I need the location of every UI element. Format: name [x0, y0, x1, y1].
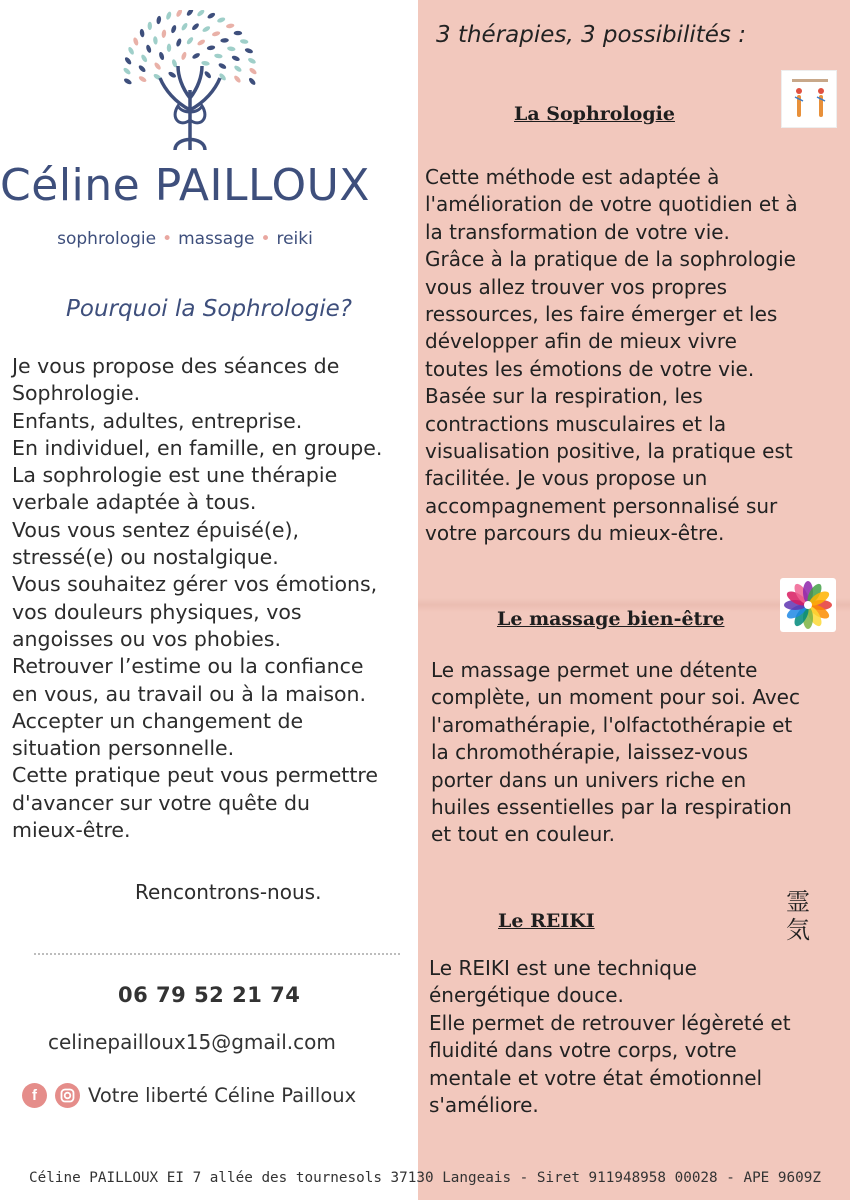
text-line: votre parcours du mieux-être. — [425, 521, 725, 546]
text-line: stressé(e) ou nostalgique. — [12, 545, 279, 570]
text-line: verbale adaptée à tous. — [12, 490, 257, 515]
text-line: développer afin de mieux vivre — [425, 329, 737, 354]
leaf-icon — [186, 36, 195, 45]
text-line: énergétique douce. — [429, 983, 624, 1008]
section-body-sophrologie — [425, 164, 798, 548]
text-line: d'avancer sur votre quête du — [12, 790, 310, 815]
leaf-icon — [145, 44, 152, 53]
leaf-icon — [161, 29, 166, 38]
leaf-icon — [207, 12, 216, 20]
leaf-icon — [180, 22, 188, 31]
text-line: huiles essentielles par la respiration — [431, 795, 792, 820]
tagline-item: reiki — [276, 229, 313, 249]
section-title-massage: Le massage bien-être — [497, 608, 725, 630]
leaf-icon — [248, 77, 257, 86]
leaf-icon — [140, 54, 148, 63]
text-line: Je vous propose des séances de — [12, 354, 340, 378]
leaf-icon — [156, 15, 162, 24]
leaf-icon — [206, 45, 215, 51]
leaf-icon — [167, 71, 176, 79]
leaf-icon — [124, 56, 133, 65]
text-line: la chromothérapie, laissez-vous — [431, 740, 749, 765]
leaf-icon — [191, 52, 200, 60]
leaf-icon — [233, 64, 242, 72]
leaf-icon — [196, 10, 205, 17]
left-body-text — [12, 353, 416, 844]
text-line: s'améliore. — [429, 1093, 539, 1118]
text-line: la transformation de votre vie. — [425, 219, 730, 244]
leaf-icon — [227, 46, 236, 52]
leaf-icon — [244, 47, 253, 54]
text-line: Accepter un changement de — [12, 708, 304, 733]
text-line: situation personnelle. — [12, 736, 235, 761]
brand-name: Céline PAILLOUX — [0, 160, 370, 211]
leaf-icon — [248, 67, 257, 76]
leaf-icon — [167, 44, 171, 52]
text-line: En individuel, en famille, en groupe. — [12, 435, 383, 460]
leaf-icon — [132, 37, 139, 46]
text-line: Vous vous sentez épuisé(e), — [12, 517, 299, 542]
text-line: fluidité dans votre corps, votre — [429, 1038, 737, 1063]
text-line: vos douleurs physiques, vos — [12, 599, 302, 624]
leaf-icon — [122, 67, 131, 76]
text-line: Grâce à la pratique de la sophrologie — [425, 247, 796, 272]
dotted-divider — [34, 953, 400, 955]
leaf-icon — [186, 10, 195, 17]
leaf-icon — [139, 29, 145, 38]
reiki-kanji — [782, 888, 814, 944]
leaf-icon — [165, 11, 172, 20]
text-line: angoisses ou vos phobies. — [12, 626, 281, 651]
facebook-icon[interactable]: f — [22, 1083, 47, 1108]
kanji-char: 霊 — [786, 888, 810, 916]
section-body-reiki — [429, 955, 791, 1119]
leaf-icon — [158, 51, 165, 60]
leaf-icon — [202, 25, 211, 33]
text-line: accompagnement personnalisé sur — [425, 493, 778, 518]
section-title-sophrologie: La Sophrologie — [514, 103, 675, 125]
text-line: complète, un moment pour soi. Avec — [431, 685, 800, 710]
leaf-icon — [240, 39, 249, 45]
social-label: Votre liberté Céline Pailloux — [88, 1084, 357, 1107]
text-line: porter dans un univers riche en — [431, 767, 747, 792]
text-line: mieux-être. — [12, 818, 131, 843]
leaf-icon — [138, 75, 147, 83]
text-line: Retrouver l’estime ou la confiance — [12, 654, 364, 679]
text-line: Sophrologie. — [12, 381, 141, 406]
leaf-icon — [234, 31, 242, 35]
tree-logo-icon — [120, 10, 260, 155]
leaf-icon — [127, 46, 135, 55]
leaf-icon — [233, 74, 242, 83]
instagram-icon[interactable] — [55, 1083, 80, 1108]
text-line: Enfants, adultes, entreprise. — [12, 408, 303, 433]
email-address[interactable]: celinepailloux15@gmail.com — [48, 1030, 336, 1054]
text-line: Cette pratique peut vous permettre — [12, 763, 378, 788]
leaf-icon — [247, 57, 256, 65]
tagline-item: massage — [178, 229, 255, 249]
text-line: l'amélioration de votre quotidien et à — [425, 192, 798, 217]
leaf-icon — [175, 38, 182, 47]
section-title-reiki: Le REIKI — [498, 910, 595, 932]
text-line: La sophrologie est une thérapie — [12, 463, 338, 488]
leaf-icon — [153, 36, 158, 45]
meet-text: Rencontrons-nous. — [135, 880, 322, 904]
leaf-icon — [203, 70, 212, 79]
leaf-icon — [170, 24, 177, 33]
section-body-massage — [431, 657, 800, 849]
text-line: facilitée. Je vous propose un — [425, 466, 708, 491]
phone-number[interactable]: 06 79 52 21 74 — [118, 983, 301, 1007]
brand-tagline: sophrologie • massage • reiki — [57, 229, 313, 249]
leaf-icon — [220, 38, 229, 43]
text-line: Le massage permet une détente — [431, 658, 758, 682]
leaf-icon — [231, 55, 240, 62]
leaf-icon — [175, 10, 183, 18]
text-line: visualisation positive, la pratique est — [425, 439, 793, 464]
therapies-title: 3 thérapies, 3 possibilités : — [436, 22, 746, 48]
text-line: Cette méthode est adaptée à — [425, 165, 720, 189]
leaf-icon — [201, 60, 210, 66]
text-line: contractions musculaires et la — [425, 411, 727, 436]
text-line: et tout en couleur. — [431, 822, 615, 847]
tagline-item: sophrologie — [57, 229, 157, 249]
text-line: en vous, au travail ou à la maison. — [12, 681, 367, 706]
leaf-icon — [217, 16, 226, 23]
leaf-icon — [196, 38, 205, 46]
leaf-icon — [153, 61, 162, 70]
leaf-icon — [226, 23, 235, 29]
footer-legal: Céline PAILLOUX EI 7 allée des tournesols 37130 Langeais - Siret 911948958 00028 - APE 9609Z — [29, 1170, 821, 1186]
leaf-icon — [191, 22, 200, 31]
text-line: mentale et votre état émotionnel — [429, 1065, 763, 1090]
text-line: l'aromathérapie, l'olfactothérapie et — [431, 712, 793, 737]
kanji-char: 気 — [786, 916, 810, 944]
text-line: ressources, les faire émerger et les — [425, 302, 778, 327]
leaf-icon — [211, 30, 220, 37]
social-row — [22, 1083, 356, 1108]
leaf-icon — [138, 64, 147, 73]
text-line: vous allez trouver vos propres — [425, 274, 728, 299]
leaf-icon — [214, 53, 223, 59]
leaf-icon — [218, 62, 227, 70]
text-line: Le REIKI est une technique — [429, 956, 697, 980]
text-line: Elle permet de retrouver légèreté et — [429, 1010, 791, 1035]
leaf-icon — [123, 77, 132, 85]
why-sophrology-title: Pourquoi la Sophrologie? — [66, 296, 352, 322]
text-line: toutes les émotions de votre vie. — [425, 356, 755, 381]
color-wheel-icon — [780, 578, 836, 632]
sophrology-thumbnail-icon — [781, 70, 837, 128]
leaf-icon — [180, 51, 187, 60]
text-line: Vous souhaitez gérer vos émotions, — [12, 572, 378, 597]
text-line: Basée sur la respiration, les — [425, 384, 703, 409]
leaf-icon — [148, 22, 152, 30]
